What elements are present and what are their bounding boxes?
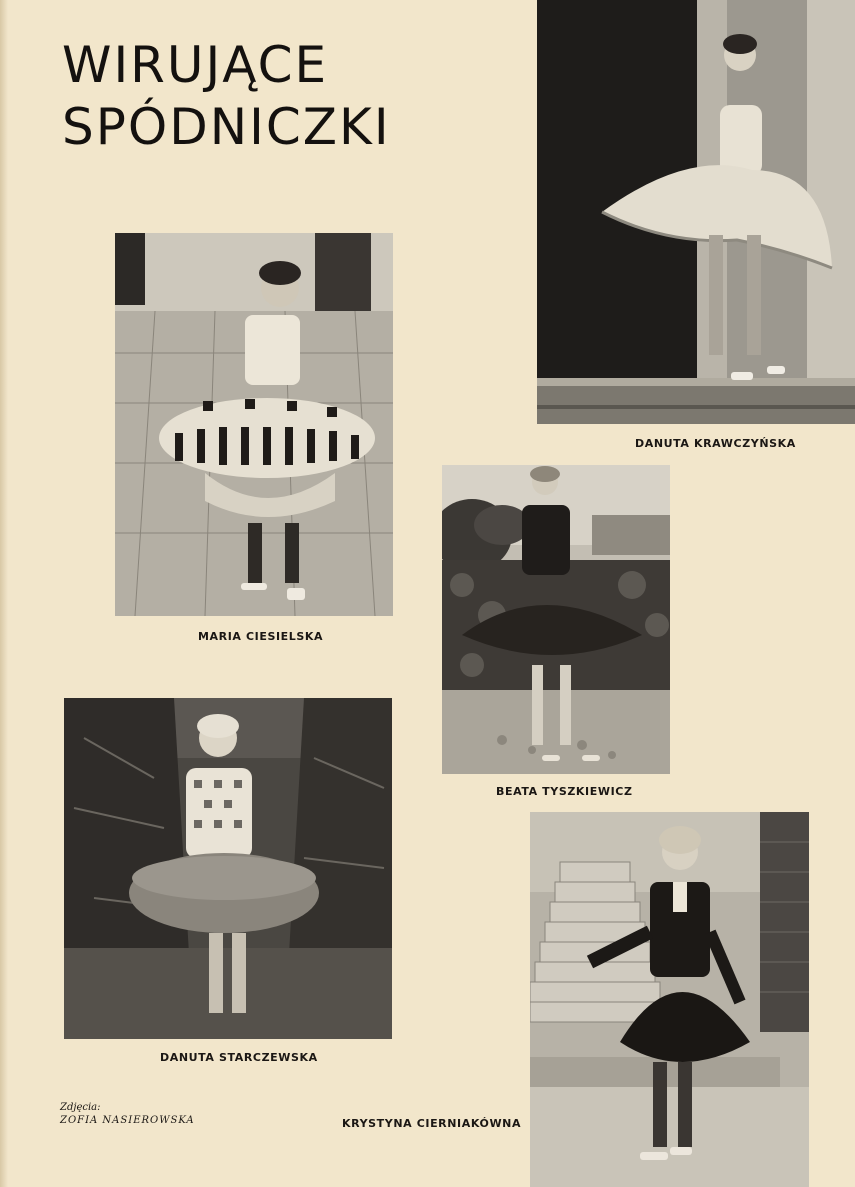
photo-beata-tyszkiewicz (442, 465, 670, 774)
photo-maria-ciesielska (115, 233, 393, 616)
caption-danuta-krawczynska: DANUTA KRAWCZYŃSKA (635, 437, 796, 450)
page-gutter (0, 0, 8, 1187)
caption-beata-tyszkiewicz: BEATA TYSZKIEWICZ (496, 785, 633, 798)
photo-danuta-krawczynska (537, 0, 855, 424)
article-title (62, 34, 391, 158)
caption-krystyna-cierniakowna: KRYSTYNA CIERNIAKÓWNA (342, 1117, 522, 1130)
title-line-2: SPÓDNICZKI (62, 98, 391, 156)
photo-credit (60, 1101, 195, 1127)
caption-danuta-starczewska: DANUTA STARCZEWSKA (160, 1051, 318, 1064)
title-line-1: WIRUJĄCE (62, 36, 329, 94)
credit-label: Zdjęcia: (60, 1102, 101, 1113)
caption-maria-ciesielska: MARIA CIESIELSKA (198, 630, 324, 643)
photo-danuta-starczewska (64, 698, 392, 1039)
credit-name: ZOFIA NASIEROWSKA (60, 1115, 195, 1126)
photo-krystyna-cierniakowna (530, 812, 809, 1187)
